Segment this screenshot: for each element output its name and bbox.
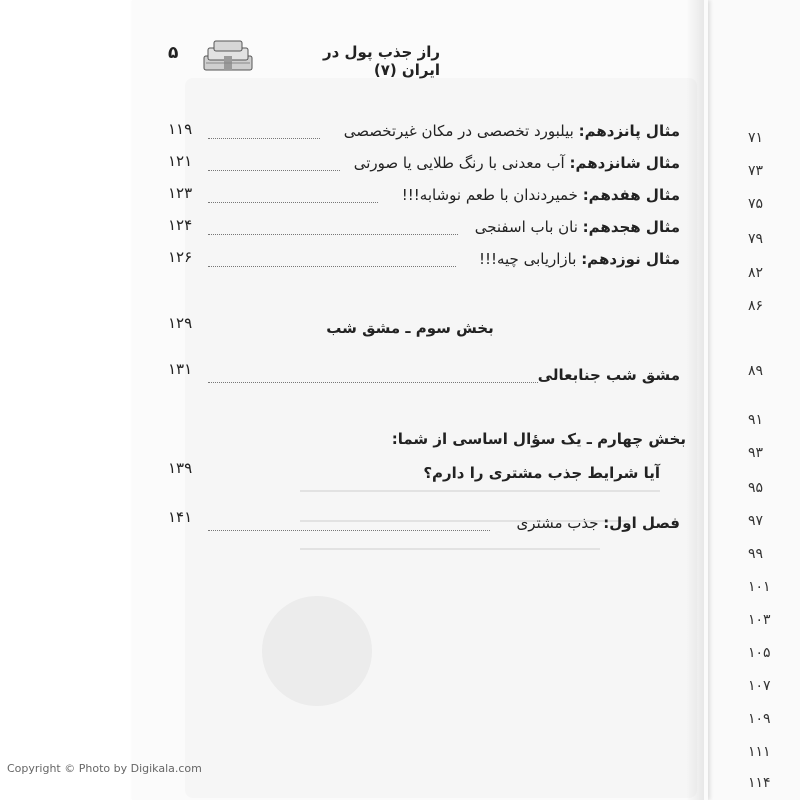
right-page-number: ۱۰۷ bbox=[748, 678, 771, 694]
dot-leader bbox=[208, 530, 490, 531]
toc-entry bbox=[475, 218, 680, 236]
toc-entry bbox=[344, 122, 680, 140]
toc-entry-prefix: مثال پانزدهم: bbox=[578, 122, 680, 140]
right-page-number: ۸۲ bbox=[748, 265, 764, 281]
page-gutter bbox=[686, 0, 704, 800]
right-page-number: ۹۵ bbox=[748, 480, 764, 496]
right-page-number: ۱۱۱ bbox=[748, 744, 771, 760]
right-page-number: ۷۳ bbox=[748, 163, 764, 179]
toc-page-number: ۱۱۹ bbox=[168, 120, 193, 138]
toc-entry bbox=[517, 514, 680, 532]
right-page-number: ۷۹ bbox=[748, 231, 764, 247]
toc-page-number: ۱۳۱ bbox=[168, 360, 193, 378]
right-page-number: ۹۱ bbox=[748, 412, 764, 428]
right-page-number: ۱۰۵ bbox=[748, 645, 771, 661]
dot-leader bbox=[208, 138, 320, 139]
background bbox=[0, 0, 132, 800]
running-head: راز جذب پول در ایران (۷) bbox=[322, 43, 440, 79]
part-heading: بخش چهارم ـ یک سؤال اساسی از شما: bbox=[391, 430, 686, 448]
right-page-number: ۱۰۳ bbox=[748, 612, 771, 628]
toc-page-number: ۱۲۳ bbox=[168, 184, 193, 202]
toc-entry-title: بیلبورد تخصصی در مکان غیرتخصصی bbox=[343, 122, 579, 140]
dot-leader bbox=[208, 202, 378, 203]
page-number: ۵ bbox=[168, 43, 179, 63]
toc-page-number: ۱۲۹ bbox=[168, 314, 193, 332]
toc-page-number: ۱۲۱ bbox=[168, 152, 193, 170]
toc-entry-title: آب معدنی با رنگ طلایی یا صورتی bbox=[353, 154, 570, 172]
right-page-number: ۷۵ bbox=[748, 196, 764, 212]
right-page-number: ۱۱۴ bbox=[748, 775, 771, 791]
show-through-circle bbox=[262, 596, 372, 706]
right-page-number: ۷۱ bbox=[748, 130, 764, 146]
right-page-number: ۹۷ bbox=[748, 513, 764, 529]
right-page-number: ۸۶ bbox=[748, 298, 764, 314]
toc-entry-title: جذب مشتری bbox=[516, 514, 604, 532]
right-page-number: ۹۹ bbox=[748, 546, 764, 562]
toc-entry bbox=[354, 154, 680, 172]
toc-page-number: ۱۴۱ bbox=[168, 508, 193, 526]
right-page-number: ۹۳ bbox=[748, 445, 764, 461]
show-through-line bbox=[300, 548, 600, 550]
toc-entry bbox=[402, 186, 680, 204]
toc-entry-title: خمیردندان با طعم نوشابه!!! bbox=[401, 186, 583, 204]
dot-leader bbox=[208, 170, 340, 171]
right-page-number: ۸۹ bbox=[748, 363, 764, 379]
dot-leader bbox=[208, 266, 456, 267]
right-page-number: ۱۰۹ bbox=[748, 711, 771, 727]
money-stack-icon bbox=[200, 38, 256, 76]
toc-page-number: ۱۳۹ bbox=[168, 459, 193, 477]
toc-entry-prefix: مثال شانزدهم: bbox=[569, 154, 680, 172]
toc-entry-title: بازاریابی چیه!!! bbox=[478, 250, 582, 268]
toc-entry-bold: مشق شب جنابعالی bbox=[537, 366, 680, 384]
toc-page-number: ۱۲۴ bbox=[168, 216, 193, 234]
toc-entry-prefix: فصل اول: bbox=[603, 514, 680, 532]
toc-entry bbox=[479, 250, 680, 268]
toc-entry-prefix: مثال هفدهم: bbox=[582, 186, 680, 204]
part-subheading: آیا شرایط جذب مشتری را دارم؟ bbox=[423, 464, 660, 482]
toc-entry-prefix: مثال نوزدهم: bbox=[581, 250, 680, 268]
toc-page-number: ۱۲۶ bbox=[168, 248, 193, 266]
toc-entry-title: نان باب اسفنجی bbox=[474, 218, 583, 236]
dot-leader bbox=[208, 382, 538, 383]
show-through-line bbox=[300, 490, 660, 492]
copyright-watermark: Copyright © Photo by Digikala.com bbox=[7, 762, 202, 775]
right-page-number: ۱۰۱ bbox=[748, 579, 771, 595]
dot-leader bbox=[208, 234, 458, 235]
part-heading: بخش سوم ـ مشق شب bbox=[326, 319, 494, 337]
toc-entry-prefix: مثال هجدهم: bbox=[582, 218, 680, 236]
